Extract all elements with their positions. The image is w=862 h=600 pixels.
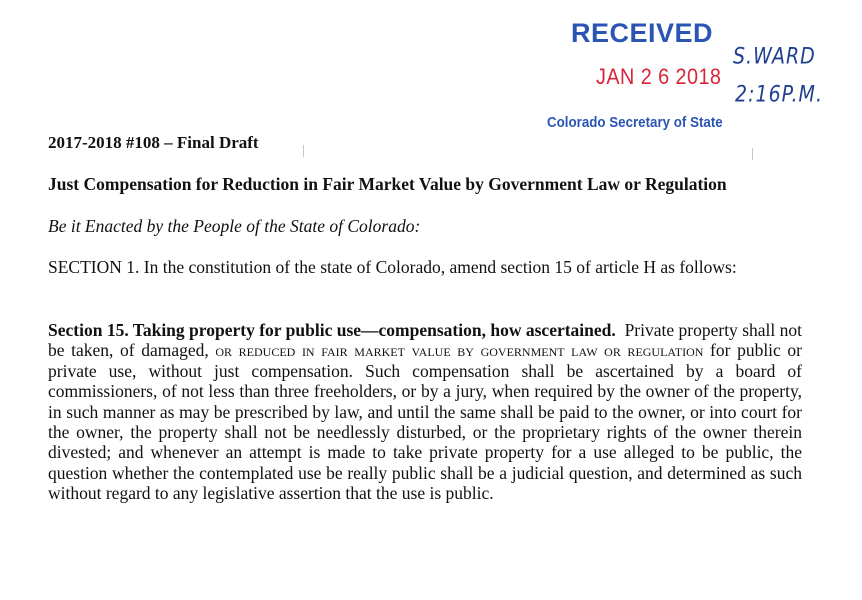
enacting-clause: Be it Enacted by the People of the State of Colorado:: [48, 216, 421, 236]
scan-mark: [303, 145, 304, 157]
stamp-received-text: RECEIVED: [571, 18, 714, 48]
section-15-text-before: Private property shall not be taken, of damaged,: [48, 320, 802, 361]
draft-title: 2017-2018 #108 – Final Draft: [48, 133, 259, 152]
measure-title: Just Compensation for Reduction in Fair Market Value by Government Law or Regulation: [48, 174, 727, 194]
section-1-paragraph: SECTION 1. In the constitution of the state of Colorado, amend section 15 of article H as follows:: [48, 257, 737, 277]
handwritten-time: 2:16P.M.: [735, 82, 823, 108]
stamp-date: JAN 2 6 2018: [596, 64, 722, 89]
section-15-amendment: or reduced in fair market value by government law or regulation: [215, 340, 704, 361]
section-15-paragraph: [48, 320, 802, 504]
section-15-heading: Section 15. Taking property for public use—compensation, how ascertained.: [48, 320, 616, 340]
scan-mark: [752, 148, 753, 160]
handwritten-signature: S.WARD: [733, 44, 816, 70]
section-15-text-after: for public or private use, without just compensation. Such compensation shall be ascertained by a board of commissioners, of not less than three freeholders, or by a jury, when required by the owner of the property, in such manner as may be prescribed by law, and until the same shall be paid to the owner, or into court for the owner, the property shall not be needlessly disturbed, or the proprietary rights of the owner therein divested; and whenever an attempt is made to take private property for a use alleged to be public, the question whether the contemplated use be really public shall be a judicial question, and determined as such without regard to any legislative assertion that the use is public.: [48, 340, 803, 504]
stamp-office: Colorado Secretary of State: [547, 115, 723, 131]
